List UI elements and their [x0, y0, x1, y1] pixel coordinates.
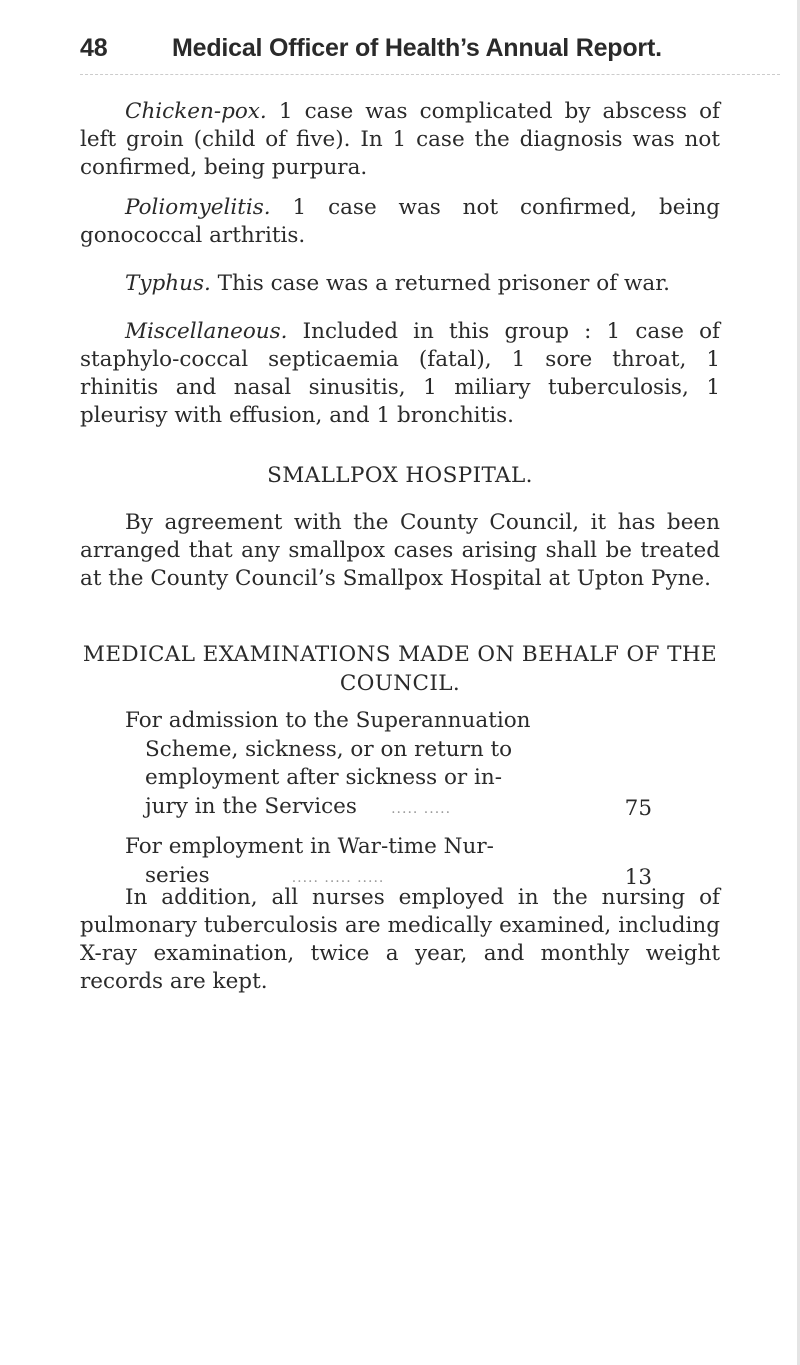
dot-leader: ..... ..... ..... — [291, 869, 385, 886]
page-header — [80, 34, 720, 74]
paragraph-lead: Poliomyelitis. — [125, 195, 271, 220]
examinations-note-text: In addition, all nurses employed in the nursing of pulmonary tuberculosis are medically examined, including X-ray examination, twice a year, and monthly weight records are kept. — [80, 885, 720, 994]
examinations-list — [80, 707, 720, 902]
paragraph-typhus — [80, 270, 720, 298]
exam-item-line: jury in the Services — [145, 793, 357, 819]
smallpox-paragraph — [80, 509, 720, 593]
dot-leader: ..... ..... — [391, 800, 452, 817]
paragraph-text: 1 case was not confirmed, being gonococcal arthritis. — [80, 195, 720, 248]
exam-item-count: 13 — [624, 864, 652, 890]
running-title: Medical Officer of Health’s Annual Report. — [172, 34, 662, 62]
examinations-note — [80, 884, 720, 996]
smallpox-heading: SMALLPOX HOSPITAL. — [267, 463, 533, 488]
paragraph-poliomyelitis — [80, 194, 720, 250]
exam-item-line: Scheme, sickness, or on return to — [145, 736, 513, 762]
paragraph-lead: Miscellaneous. — [125, 319, 288, 344]
paragraph-miscellaneous — [80, 318, 720, 430]
header-rule — [80, 74, 780, 75]
paragraph-lead: Typhus. — [125, 271, 211, 296]
paragraph-chicken-pox — [80, 98, 720, 182]
examinations-heading — [80, 640, 720, 698]
examinations-heading-line2: COUNCIL. — [339, 671, 461, 696]
exam-item-line: series — [145, 862, 210, 888]
paragraph-text: Included in this group : 1 case of staphylo-coccal septicaemia (fatal), 1 sore throat, 1 rhinitis and nasal sinusitis, 1 miliary tuberculosis, 1 pleurisy with effusion, and 1 bronchitis. — [80, 319, 720, 428]
exam-item-line: employment after sickness or in- — [145, 765, 503, 790]
exam-item-description — [125, 707, 555, 823]
exam-item-superannuation — [80, 707, 720, 823]
exam-item-line: For admission to the Superannuation — [125, 708, 531, 733]
examinations-heading-line1: MEDICAL EXAMINATIONS MADE ON BEHALF OF THE — [82, 642, 718, 667]
page-number: 48 — [80, 34, 108, 62]
smallpox-text: By agreement with the County Council, it has been arranged that any smallpox cases arising shall be treated at the County Council’s Smallpox Hospital at Upton Pyne. — [80, 510, 720, 591]
exam-item-line: For employment in War-time Nur- — [125, 834, 494, 859]
paragraph-text: This case was a returned prisoner of war. — [210, 271, 670, 296]
paragraph-text: 1 case was complicated by abscess of left groin (child of five). In 1 case the diagnosis was not confirmed, being purpura. — [80, 99, 720, 180]
paragraph-lead: Chicken-pox. — [125, 99, 267, 124]
exam-item-line-with-leader — [125, 793, 555, 824]
exam-item-count: 75 — [624, 795, 652, 821]
